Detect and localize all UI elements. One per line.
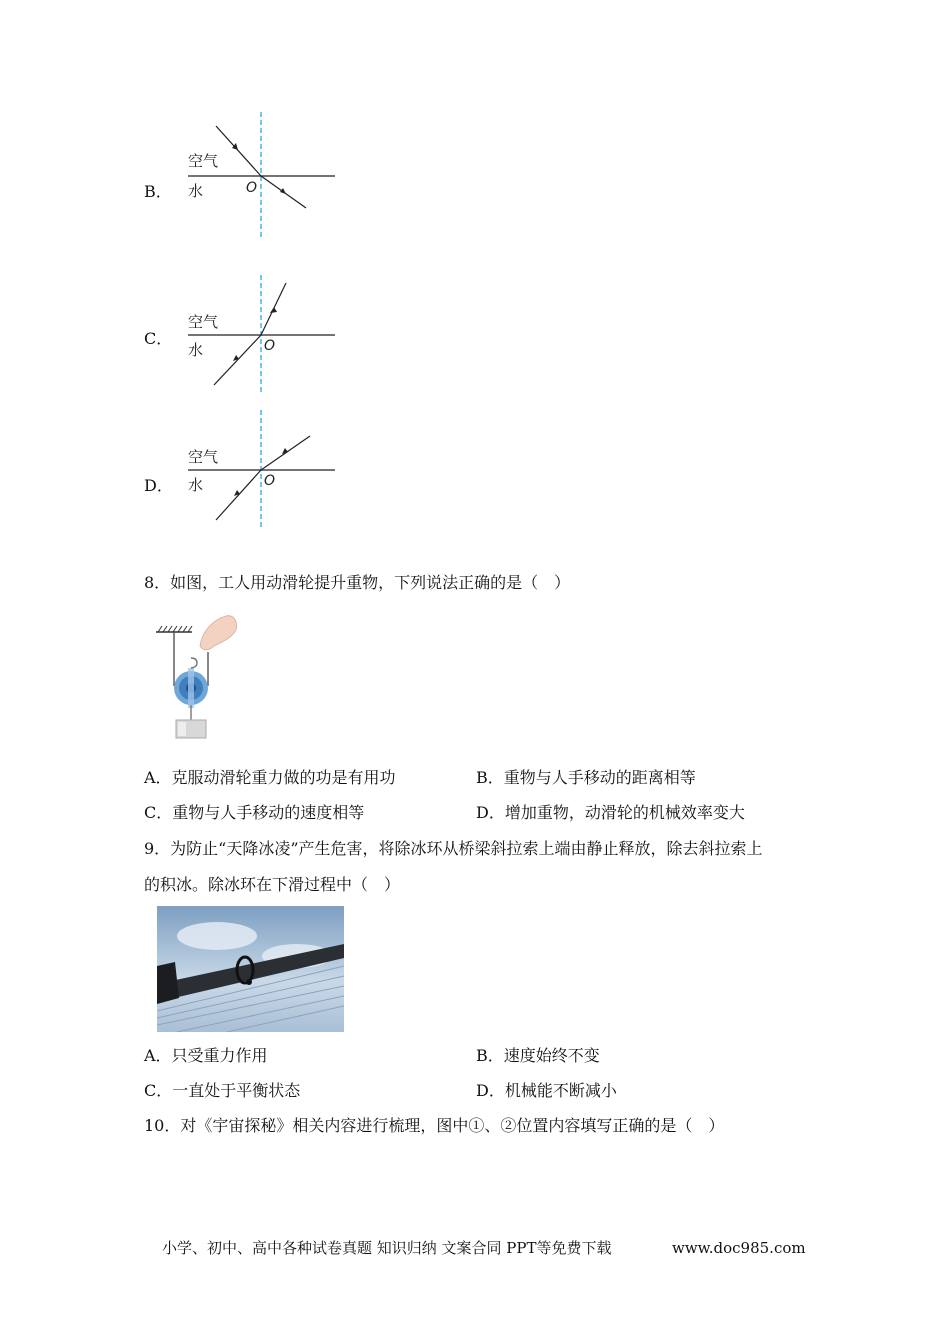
q8-option-d: D．增加重物，动滑轮的机械效率变大: [476, 803, 745, 822]
point-o-label: O: [264, 473, 276, 489]
q8-option-b: B．重物与人手移动的距离相等: [476, 768, 696, 787]
option-c-label: C．: [144, 329, 173, 348]
footer-text: 小学、初中、高中各种试卷真题 知识归纳 文案合同 PPT等免费下载: [162, 1239, 612, 1257]
q9-option-a: A．只受重力作用: [144, 1046, 268, 1065]
q8-option-c: C．重物与人手移动的速度相等: [144, 803, 365, 822]
water-label: 水: [188, 476, 204, 494]
point-o-label: O: [264, 338, 276, 354]
option-b-label: B．: [144, 182, 172, 201]
footer-url[interactable]: www.doc985.com: [672, 1239, 806, 1257]
q9-option-d: D．机械能不断减小: [476, 1081, 617, 1100]
q8-option-a: A．克服动滑轮重力做的功是有用功: [144, 768, 396, 787]
air-label: 空气: [188, 152, 219, 170]
water-label: 水: [188, 341, 204, 359]
q9-option-b: B．速度始终不变: [476, 1046, 600, 1065]
q9-option-c: C．一直处于平衡状态: [144, 1081, 301, 1100]
air-label: 空气: [188, 448, 219, 466]
deicing-ring-photo: [157, 906, 344, 1032]
refraction-diagram-d: [180, 410, 350, 530]
water-label: 水: [188, 182, 204, 200]
pulley-illustration: [152, 612, 242, 747]
q9-stem-line2: 的积冰。除冰环在下滑过程中（ ）: [144, 875, 401, 894]
refraction-diagram-b: [180, 112, 350, 238]
option-d-label: D．: [144, 476, 173, 495]
refraction-diagram-c: [180, 275, 350, 395]
q8-stem: 8．如图，工人用动滑轮提升重物，下列说法正确的是（ ）: [144, 573, 571, 592]
q10-stem: 10．对《宇宙探秘》相关内容进行梳理，图中①、②位置内容填写正确的是（ ）: [144, 1116, 725, 1135]
air-label: 空气: [188, 313, 219, 331]
q9-stem-line1: 9．为防止“天降冰凌”产生危害，将除冰环从桥梁斜拉索上端由静止释放，除去斜拉索上: [144, 839, 763, 858]
point-o-label: O: [246, 180, 258, 196]
